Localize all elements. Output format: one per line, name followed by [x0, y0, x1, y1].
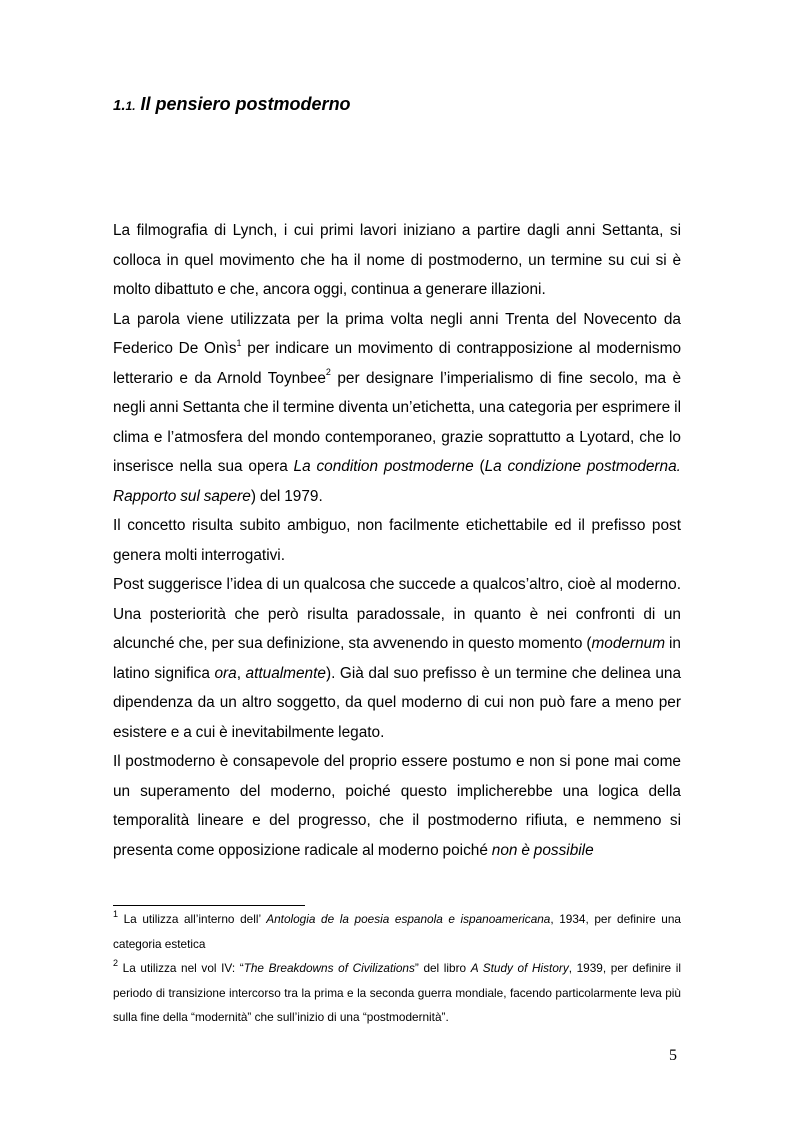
footnote-2-text-a: La utilizza nel vol IV: “: [118, 961, 244, 975]
paragraph-5-text-a: Il postmoderno è consapevole del proprio essere postumo e non si pone mai come un superamento del moderno, poiché questo implicherebbe una logica della temporalità lineare e del progresso, che il postmoderno rifiuta, e nemmeno si presenta come opposizione radicale al moderno poiché: [113, 753, 681, 859]
paragraph-1: La filmografia di Lynch, i cui primi lavori iniziano a partire dagli anni Settanta, si colloca in quel movimento che ha il nome di postmoderno, un termine su cui si è molto dibattuto e che, ancora oggi, continua a generare illazioni.: [113, 222, 681, 298]
term-attualmente: attualmente: [245, 664, 326, 682]
work-title-french: La condition postmoderne: [293, 458, 474, 475]
footnote-2-mark: 2: [113, 958, 119, 969]
footnote-2-title-1: The Breakdowns of Civilizations: [243, 961, 415, 975]
paragraph-4-text-a: Post suggerisce l’idea di un qualcosa che succede a qualcos’altro, cioè al moderno. Una posteriorità che però risulta paradossale, in quanto è nei confronti di un alcunché che, per sua definizione, sta avvenendo in questo momento (: [113, 576, 681, 652]
paragraph-4: [113, 570, 681, 747]
paragraph-3: Il concetto risulta subito ambiguo, non facilmente etichettabile ed il prefisso post genera molti interrogativi.: [113, 517, 681, 564]
section-number-sub: 1.: [125, 99, 136, 113]
paragraph-2-text-d: (: [473, 458, 485, 475]
paragraph-2-text-a: La parola viene utilizzata per la prima volta negli anni Trenta del Novecento da Federico De Onìs: [113, 310, 681, 357]
footnote-ref-1: 1: [236, 337, 242, 348]
paragraph-4-text-d: ). Già dal suo prefisso è un termine che delinea una dipendenza da un altro soggetto, da quel moderno di cui non può fare a meno per esistere e a cui è inevitabilmente legato.: [113, 664, 682, 741]
section-title: Il pensiero postmoderno: [135, 94, 351, 114]
footnote-1-text-b: , 1934, per definire una categoria estetica: [113, 912, 681, 951]
footnote-1-text-a: La utilizza all’interno dell’: [118, 912, 267, 926]
footnote-separator: [113, 905, 305, 906]
footnote-2-text-c: , 1939, per definire il periodo di transizione intercorso tra la prima e la seconda guerra mondiale, facendo particolarmente leva più sulla fine della “modernità” che sull’inizio di una “postmodernità”.: [113, 961, 681, 1024]
section-number-main: 1.: [113, 97, 126, 114]
paragraph-2-text-e: ) del 1979.: [250, 487, 323, 505]
paragraph-4-text-c: ,: [236, 664, 246, 682]
footnote-1-title: Antologia de la poesia espanola e ispanoamericana: [266, 912, 551, 926]
footnote-2-text-b: ” del libro: [414, 961, 471, 975]
paragraph-2: [113, 305, 681, 512]
paragraph-4-text-b: in latino significa: [113, 635, 681, 682]
term-ora: ora: [214, 664, 237, 682]
term-modernum: modernum: [591, 635, 666, 652]
section-heading: [113, 94, 351, 115]
page-number: 5: [669, 1047, 677, 1064]
paragraph-5-italic: non è possibile: [491, 841, 594, 859]
footnote-ref-2: 2: [325, 367, 331, 378]
paragraph-5: [113, 747, 681, 865]
footnote-1: [113, 907, 681, 956]
footnote-2-title-2: A Study of History: [470, 961, 569, 975]
footnote-2: [113, 956, 681, 1030]
footnotes: [113, 907, 681, 1030]
body-text: [113, 216, 681, 865]
paragraph-2-text-c: per designare l’imperialismo di fine secolo, ma è negli anni Settanta che il termine diventa un’etichetta, una categoria per esprimere il clima e l’atmosfera del mondo contemporaneo, grazie soprattutto a Lyotard, che lo inserisce nella sua opera: [113, 369, 681, 475]
work-title-italian: La condizione postmoderna. Rapporto sul sapere: [113, 458, 681, 505]
paragraph-2-text-b: per indicare un movimento di contrapposizione al modernismo letterario e da Arnold Toynbee: [113, 340, 681, 387]
footnote-1-mark: 1: [113, 909, 119, 920]
